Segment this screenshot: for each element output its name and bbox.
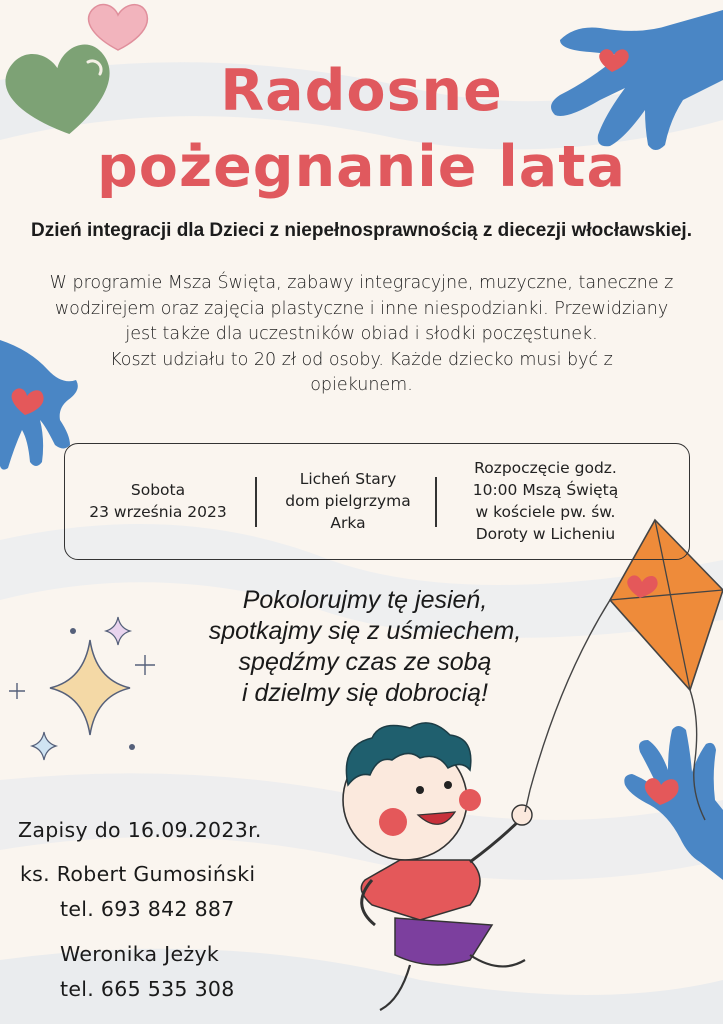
date-day: Sobota — [130, 481, 186, 499]
start-line-2: 10:00 Mszą Świętą — [472, 481, 619, 499]
place-line-3: Arka — [330, 514, 366, 532]
divider — [435, 477, 437, 527]
date-full: 23 września 2023 — [89, 503, 227, 521]
event-start — [443, 457, 648, 545]
start-line-4: Doroty w Licheniu — [475, 525, 616, 543]
quote-text — [150, 585, 580, 709]
contact-1-phone: tel. 693 842 887 — [60, 897, 235, 921]
event-subtitle: Dzień integracji dla Dzieci z niepełnosprawnością z diecezji włocławskiej. — [31, 220, 692, 241]
sparkle-icons — [9, 617, 155, 760]
contact-2-name: Weronika Jeżyk — [60, 942, 220, 966]
program-text: W programie Msza Święta, zabawy integracyjne, muzyczne, taneczne z wodzirejem oraz zajęcia plastyczne i inne niespodzianki. Przewidziany jest także dla uczestników obiad i słodki poczęstunek. — [49, 273, 674, 344]
start-line-3: w kościele pw. św. — [475, 503, 616, 521]
place-line-1: Licheń Stary — [299, 470, 397, 488]
event-description — [30, 271, 693, 399]
event-info-box — [64, 443, 690, 560]
quote-line-3: spędźmy czas ze sobą — [238, 648, 492, 676]
quote-line-1: Pokolorujmy tę jesień, — [242, 586, 488, 614]
place-line-2: dom pielgrzyma — [285, 492, 411, 510]
contact-1-name: ks. Robert Gumosiński — [20, 862, 256, 886]
registration-deadline: Zapisy do 16.09.2023r. — [18, 818, 262, 842]
event-place — [263, 468, 433, 534]
quote-line-4: i dzielmy się dobrocią! — [242, 679, 488, 707]
start-line-1: Rozpoczęcie godz. — [474, 459, 617, 477]
divider — [255, 477, 257, 527]
page-title — [0, 58, 723, 200]
cost-text: Koszt udziału to 20 zł od osoby. Każde dziecko musi być z opiekunem. — [110, 349, 613, 395]
event-date — [73, 479, 243, 523]
pink-heart-icon — [89, 5, 148, 50]
quote-line-2: spotkajmy się z uśmiechem, — [208, 617, 522, 645]
contact-2-phone: tel. 665 535 308 — [60, 977, 235, 1001]
title-line-1: Radosne — [220, 58, 503, 124]
title-line-2: pożegnanie lata — [97, 134, 626, 200]
